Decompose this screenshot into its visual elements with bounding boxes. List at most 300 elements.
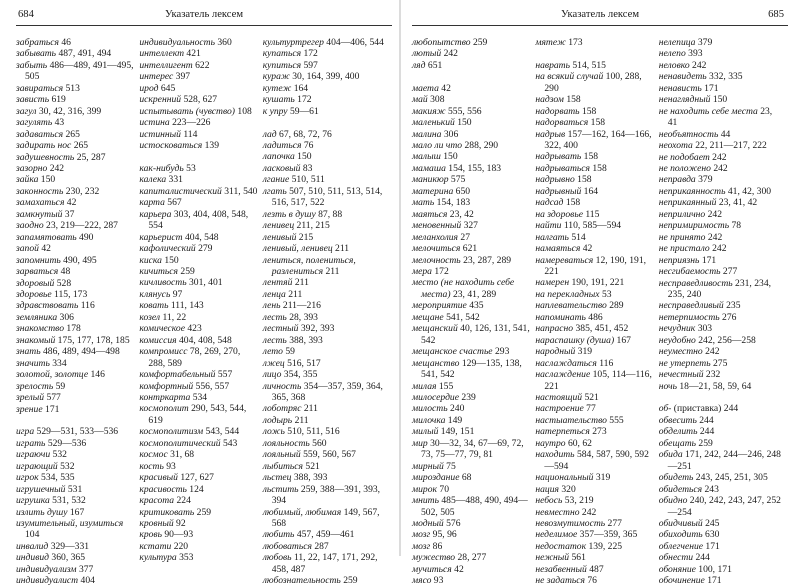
index-entry xyxy=(535,209,654,220)
page-refs: 303 xyxy=(695,323,713,335)
lexeme: несправедливость xyxy=(658,277,733,289)
page-refs: 149 xyxy=(445,414,463,426)
lexeme: красота xyxy=(139,495,175,507)
index-entry xyxy=(659,438,784,449)
page-refs: 78, 269, 270, 288, 589 xyxy=(148,346,241,369)
page-refs: 164 xyxy=(291,82,309,94)
lexeme: ненависть xyxy=(658,82,702,94)
index-entry xyxy=(659,174,784,185)
index-entry xyxy=(139,518,258,529)
page-refs: 76 xyxy=(584,575,597,587)
lexeme: народный xyxy=(535,346,576,358)
lexeme: забраться xyxy=(16,37,59,48)
lexeme: игра xyxy=(16,426,35,438)
lexeme: ленца xyxy=(262,288,286,300)
index-column xyxy=(535,37,658,587)
lexeme: лицо xyxy=(262,369,282,381)
lexeme: лениться, полениться, разлениться xyxy=(262,254,356,277)
page-refs: 331 xyxy=(166,174,183,186)
index-entry xyxy=(263,277,388,288)
page-refs: 242 xyxy=(705,231,723,243)
index-entry xyxy=(263,255,388,278)
index-entry xyxy=(412,48,531,59)
page-refs: 354—357, 359, 364, 365, 368 xyxy=(271,380,383,403)
index-entry xyxy=(16,392,135,403)
lexeme: загул xyxy=(16,105,37,117)
page-refs: 23, 41 xyxy=(667,105,773,129)
page-refs: 92 xyxy=(173,517,186,529)
page-refs: 154, 183 xyxy=(434,197,471,209)
index-column xyxy=(659,37,788,587)
lexeme: играть xyxy=(16,437,46,449)
index-entry xyxy=(412,495,531,518)
page-refs: 421 xyxy=(184,48,201,60)
index-entry xyxy=(412,209,531,220)
index-entry xyxy=(659,243,784,254)
lexeme: купаться xyxy=(262,48,302,60)
index-entry xyxy=(535,575,654,586)
index-entry xyxy=(535,529,654,540)
lexeme: ненаглядный xyxy=(658,94,711,106)
index-entry xyxy=(263,71,388,82)
index-entry xyxy=(263,300,388,311)
index-entry xyxy=(659,220,784,231)
lexeme: критиковать xyxy=(139,506,195,518)
index-entry xyxy=(139,472,258,483)
lexeme: кровный xyxy=(139,517,174,529)
index-entry xyxy=(16,564,135,575)
index-entry xyxy=(16,300,135,311)
page-refs: 215 xyxy=(296,231,314,243)
page-refs: 534, 535 xyxy=(38,472,75,484)
page-refs: 171 xyxy=(704,575,722,587)
lexeme: настроение xyxy=(535,403,584,415)
index-entry xyxy=(263,94,388,105)
index-entry xyxy=(16,358,135,369)
lexeme: космополитический xyxy=(139,437,221,449)
page-refs: 242, 256—258 xyxy=(695,334,756,346)
page-refs: 388, 393 xyxy=(291,472,328,484)
lexeme: нелепо xyxy=(658,48,686,60)
page-refs: 42 xyxy=(38,243,51,255)
lexeme: знакомство xyxy=(16,323,64,335)
lexeme: зазорно xyxy=(16,162,48,174)
index-column xyxy=(263,37,392,587)
index-entry xyxy=(412,232,531,243)
index-entry xyxy=(16,369,135,380)
page-refs: 171 xyxy=(701,82,719,94)
index-entry xyxy=(535,129,654,152)
page-refs: 541, 542 xyxy=(443,311,480,323)
index-entry xyxy=(263,60,388,71)
index-entry xyxy=(412,518,531,529)
lexeme: ненавидеть xyxy=(658,71,707,83)
page-refs: 404—406, 544 xyxy=(323,37,384,48)
index-entry xyxy=(263,312,388,323)
page-refs: 303, 404, 408, 548, 554 xyxy=(148,208,249,232)
page-refs: 211 xyxy=(332,243,350,255)
page-refs: 275 xyxy=(710,357,728,369)
index-entry xyxy=(659,518,784,529)
index-entry xyxy=(535,197,654,208)
index-entry xyxy=(412,472,531,483)
lexeme: лень xyxy=(262,300,281,312)
lexeme: лодырь xyxy=(262,414,293,426)
page-refs: 404, 548 xyxy=(182,231,219,243)
page-refs: 150 xyxy=(454,117,472,129)
index-entry xyxy=(659,106,784,129)
index-entry xyxy=(263,484,388,507)
page-refs: 279 xyxy=(195,243,213,255)
page-refs: 68 xyxy=(459,472,472,484)
index-entry xyxy=(659,415,784,426)
index-entry xyxy=(412,484,531,495)
index-entry xyxy=(263,140,388,151)
lexeme: зрелый xyxy=(16,392,45,404)
page-refs: 59 xyxy=(53,380,66,392)
page-refs: 630 xyxy=(702,529,720,541)
lexeme: кафолический xyxy=(139,243,196,255)
page-refs: 319 xyxy=(593,472,611,484)
page-refs: 171 xyxy=(699,254,717,266)
lexeme: нечудник xyxy=(658,323,696,335)
lexeme: игрушечный xyxy=(16,483,66,495)
lexeme: обида xyxy=(658,449,683,461)
lexeme: модный xyxy=(412,517,444,529)
lexeme: наплевательство xyxy=(535,300,607,312)
index-entry xyxy=(16,472,135,483)
page-refs: 259, 388—391, 393, 394 xyxy=(271,483,381,507)
index-entry xyxy=(535,60,654,71)
page-refs: 53 xyxy=(183,162,196,174)
page-refs: 139 xyxy=(202,140,220,152)
index-entry xyxy=(139,507,258,518)
lexeme: непримиримость xyxy=(658,220,730,232)
index-entry xyxy=(139,392,258,403)
lexeme: неприязнь xyxy=(658,254,700,266)
page-refs: 557 xyxy=(215,369,233,381)
lexeme: макияж xyxy=(412,105,446,117)
page-refs: 556, 557 xyxy=(193,380,230,392)
page-refs: 124 xyxy=(186,483,204,495)
lexeme: не утерпеть xyxy=(658,357,711,369)
page-refs: 40, 126, 131, 541, 542 xyxy=(421,323,530,346)
page-refs: 211—216 xyxy=(280,300,321,312)
page-refs: 154, 155, 183 xyxy=(445,162,502,174)
lexeme: лояльность xyxy=(262,437,310,449)
lexeme: невместно xyxy=(535,506,580,518)
page-refs: 543 xyxy=(220,437,238,449)
page-refs: 393 xyxy=(685,48,703,60)
lexeme: налгать xyxy=(535,231,569,243)
index-entry xyxy=(263,472,388,483)
index-entry xyxy=(16,552,135,563)
page-refs: 529—531, 533—536 xyxy=(34,426,119,438)
lexeme: любовь xyxy=(262,552,292,564)
lexeme: лжец xyxy=(262,357,285,369)
page-refs: 23, 287, 289 xyxy=(460,254,512,266)
lexeme: настыательство xyxy=(535,414,607,426)
lexeme: мамаша xyxy=(412,162,446,174)
page-refs: 265 xyxy=(71,140,89,152)
lexeme: ленивый xyxy=(262,231,297,243)
page-refs: 231, 234, 235, 240 xyxy=(667,277,772,300)
lexeme: милая xyxy=(412,380,437,392)
lexeme: игрушка xyxy=(16,495,50,507)
lexeme: заодно xyxy=(16,220,44,232)
lexeme: мясо xyxy=(412,575,432,587)
index-column xyxy=(16,37,139,587)
index-entry xyxy=(16,220,135,231)
index-entry xyxy=(535,323,654,334)
index-entry xyxy=(16,518,135,541)
lexeme: на перекладных xyxy=(535,288,600,300)
index-entry xyxy=(16,94,135,105)
page-refs: 521 xyxy=(582,391,599,403)
page-refs: 457, 459—461 xyxy=(294,529,355,541)
page-refs: 575 xyxy=(448,174,466,186)
lexeme: неправда xyxy=(658,174,696,186)
lexeme: нежный xyxy=(535,552,570,564)
page-refs: 87, 88 xyxy=(315,208,343,220)
lexeme: интерес xyxy=(139,71,174,83)
index-entry xyxy=(139,174,258,185)
page-refs: 30—32, 34, 67—69, 72, 73, 75—77, 79, 81 xyxy=(421,437,524,461)
lexeme: лоботряс xyxy=(262,403,302,415)
page-refs: 12, 190, 191, 221 xyxy=(544,254,647,277)
right-page xyxy=(400,0,800,587)
page-refs: 23, 41, 42 xyxy=(716,197,758,209)
index-entry xyxy=(139,312,258,323)
lexeme: зрение xyxy=(16,403,43,415)
index-entry xyxy=(16,163,135,174)
index-entry xyxy=(412,60,531,71)
page-refs: 244 xyxy=(693,552,710,564)
running-title: Указатель лексем xyxy=(560,9,640,20)
page-refs: 242 xyxy=(709,151,727,163)
page-refs: 242 xyxy=(709,243,727,255)
lexeme: настоящий xyxy=(535,391,583,403)
index-entry xyxy=(263,575,388,586)
index-entry xyxy=(139,381,258,392)
page-refs: 172 xyxy=(294,94,312,106)
page-refs: 90—93 xyxy=(161,529,194,541)
lexeme: игрaючи xyxy=(16,449,51,461)
lexeme: козел xyxy=(139,311,161,323)
page-refs: 53, 219 xyxy=(562,495,594,507)
index-entry xyxy=(139,529,258,540)
lexeme: индивидуалист xyxy=(16,575,79,587)
index-entry xyxy=(659,575,784,586)
index-entry xyxy=(412,392,531,403)
index-entry xyxy=(412,461,531,472)
lexeme: мещанский xyxy=(412,323,458,335)
lexeme: лояльный xyxy=(262,449,301,461)
lexeme: наслаждаться xyxy=(535,357,597,369)
lexeme: мало ли что xyxy=(412,140,463,152)
page-refs: 129—135, 138, 541, 542 xyxy=(421,357,522,381)
index-entry xyxy=(412,151,531,162)
lexeme: неохота xyxy=(658,140,693,152)
lexeme: истосковаться xyxy=(139,140,203,152)
page-refs: 149, 567, 568 xyxy=(271,506,380,529)
index-entry xyxy=(659,472,784,483)
lexeme: запомнить xyxy=(16,254,61,266)
page-refs: 560 xyxy=(309,437,327,449)
lexeme: индивидуальность xyxy=(139,37,215,48)
lexeme: наутро xyxy=(535,437,566,449)
lexeme: компромисс xyxy=(139,346,188,358)
index-entry xyxy=(263,403,388,414)
page-refs: 164 xyxy=(581,185,599,197)
lexeme: мелочиться xyxy=(412,243,461,255)
page-refs: 116 xyxy=(596,357,614,369)
index-entry xyxy=(139,186,258,197)
page-refs: 507, 510, 511, 513, 514, 516, 517, 522 xyxy=(271,185,383,209)
index-entry xyxy=(263,186,388,209)
page-refs: 46 xyxy=(58,37,71,48)
index-entry xyxy=(659,312,784,323)
page-refs: 41, 42, 300 xyxy=(725,185,772,197)
page-refs: 320 xyxy=(558,483,576,495)
page-refs: 242 xyxy=(47,162,65,174)
lexeme: на здоровье xyxy=(535,208,583,220)
page-refs: 59 xyxy=(282,346,295,358)
lexeme: надзом xyxy=(535,94,564,106)
index-entry xyxy=(139,484,258,495)
page-refs: 301, 401 xyxy=(186,277,223,289)
index-entry xyxy=(263,323,388,334)
index-entry xyxy=(412,94,531,105)
index-entry xyxy=(412,140,531,151)
index-entry xyxy=(412,426,531,437)
page-refs: 531 xyxy=(65,483,83,495)
page-refs: 172 xyxy=(301,48,318,60)
lexeme: комиссия xyxy=(139,334,177,346)
index-entry xyxy=(535,358,654,369)
page-refs: 43 xyxy=(52,117,65,129)
index-entry xyxy=(16,37,135,48)
index-entry xyxy=(535,117,654,128)
index-entry xyxy=(659,552,784,563)
lexeme: обидеть xyxy=(658,472,694,484)
page-refs: 510, 511, 516 xyxy=(284,426,340,438)
page-refs: 158 xyxy=(574,174,592,186)
page-refs: 48 xyxy=(58,266,71,278)
index-entry xyxy=(535,449,654,472)
index-entry xyxy=(659,369,784,380)
page-refs: 211 xyxy=(285,288,303,300)
index-entry xyxy=(535,507,654,518)
index-entry xyxy=(535,232,654,243)
right-page-header xyxy=(412,8,788,22)
lexeme: космополит xyxy=(139,403,189,415)
index-entry xyxy=(16,129,135,140)
index-entry xyxy=(263,541,388,552)
lexeme: напоминать xyxy=(535,311,586,323)
page-refs: 490 xyxy=(76,231,94,243)
page-refs: 242 xyxy=(705,208,723,220)
lexeme: не принято xyxy=(658,231,706,243)
lexeme: лгать xyxy=(262,185,287,197)
index-entry xyxy=(263,346,388,357)
page-refs: 621 xyxy=(460,243,478,255)
index-entry xyxy=(535,403,654,414)
index-entry xyxy=(16,289,135,300)
page-refs: 42 xyxy=(438,82,451,94)
page-refs: 110, 585—594 xyxy=(561,220,622,232)
index-entry xyxy=(16,575,135,586)
lexeme: не пристало xyxy=(658,243,710,255)
lexeme: облегчение xyxy=(658,540,704,552)
index-entry xyxy=(535,186,654,197)
index-entry xyxy=(263,209,388,220)
page-refs: 150 xyxy=(161,254,179,266)
page-refs: 532 xyxy=(50,449,67,461)
page-refs: 435 xyxy=(466,300,484,312)
lexeme: ложь xyxy=(262,426,285,438)
index-entry xyxy=(535,415,654,426)
index-entry xyxy=(16,232,135,243)
page-refs: 171 xyxy=(703,540,720,552)
index-entry xyxy=(263,507,388,530)
page-refs: 243 xyxy=(702,483,719,495)
lexeme: инвалид xyxy=(16,540,49,552)
page-refs: 150 xyxy=(294,151,312,163)
index-entry xyxy=(535,151,654,162)
lexeme: неделимое xyxy=(535,529,578,541)
page-refs: 167 xyxy=(67,506,85,518)
page-refs: 567 xyxy=(164,197,182,209)
page-refs: 360 xyxy=(214,37,232,48)
index-entry xyxy=(16,140,135,151)
index-entry xyxy=(139,117,258,128)
page-refs: 53 xyxy=(599,288,612,300)
page-refs: 404 xyxy=(78,575,95,587)
lexeme: малыш xyxy=(412,151,441,163)
index-entry xyxy=(412,323,531,346)
page-number: 685 xyxy=(768,9,784,20)
index-entry xyxy=(139,277,258,288)
page-refs: 516, 517 xyxy=(284,357,321,369)
index-entry xyxy=(139,323,258,334)
index-entry xyxy=(16,541,135,552)
page-refs: 75 xyxy=(443,460,456,472)
page-refs: 311, 540 xyxy=(221,185,258,197)
index-entry xyxy=(139,552,258,563)
lexeme: на всякий случай xyxy=(535,71,604,83)
lexeme: обнести xyxy=(658,552,694,564)
page-refs: 149, 151 xyxy=(438,426,475,438)
lexeme: милость xyxy=(412,403,448,415)
index-entry xyxy=(412,266,531,277)
lexeme: нетерпимость xyxy=(658,311,720,323)
page-refs: 158 xyxy=(563,94,581,106)
index-entry xyxy=(139,163,258,174)
index-entry xyxy=(535,564,654,575)
page-refs: 23, 42 xyxy=(447,208,474,220)
index-entry xyxy=(139,335,258,346)
page-refs: 259 xyxy=(696,437,713,449)
index-entry xyxy=(659,94,784,105)
page-refs: 306 xyxy=(441,128,459,140)
lexeme: не положено xyxy=(658,162,711,174)
index-entry xyxy=(659,564,784,575)
page-refs: 486 xyxy=(585,311,603,323)
lexeme: ленивый, ленивец xyxy=(262,243,333,255)
lexeme: мера xyxy=(412,266,432,277)
page-refs: 11, 22 xyxy=(160,311,187,323)
